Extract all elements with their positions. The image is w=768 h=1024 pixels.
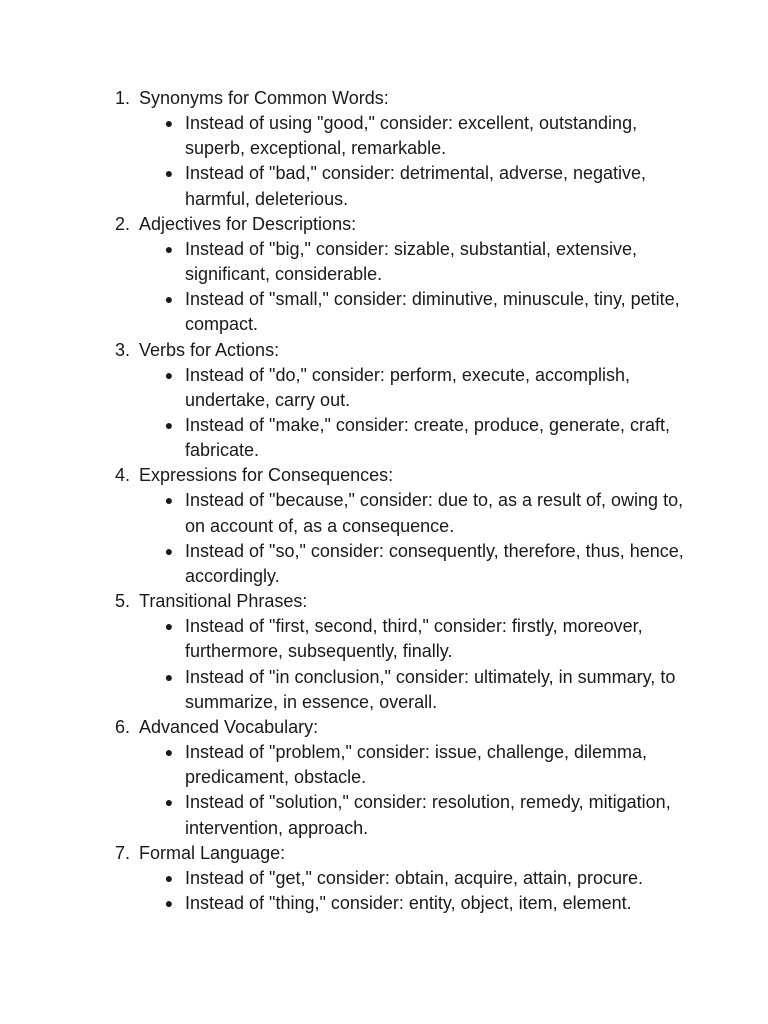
section-number: 4. [115,465,131,486]
list-item [0,790,768,840]
bullet-icon: ● [164,618,174,635]
list-item [0,488,768,538]
section-number: 1. [115,88,131,108]
section-number: 7. [115,842,131,863]
list-item [0,539,768,589]
section-title: Expressions for Consequences: [139,465,394,486]
section-number: 3. [115,339,131,360]
section-title: Adjectives for Descriptions: [139,213,357,234]
bullet-icon: ● [164,366,174,383]
bullet-text: Instead of "big," consider: sizable, substantial, extensive, significant, considerable. [185,238,638,285]
bullet-text: Instead of "because," consider: due to, as a result of, owing to, on account of, as a consequence. [185,490,684,536]
bullet-list [0,488,768,589]
list-item [0,665,768,715]
bullet-list [0,866,768,916]
list-item [0,413,768,463]
section-5 [0,589,768,715]
list-item [0,891,768,916]
bullet-icon: ● [164,240,174,257]
list-item [0,161,768,211]
list-item [0,237,768,287]
list-item [0,287,768,337]
list-item [0,111,768,161]
bullet-icon: ● [164,895,174,912]
bullet-text: Instead of "small," consider: diminutive, minuscule, tiny, petite, compact. [185,289,680,335]
bullet-icon: ● [164,115,174,131]
bullet-icon: ● [164,668,174,685]
list-item [0,363,768,413]
bullet-text: Instead of "in conclusion," consider: ultimately, in summary, to summarize, in essence, overall. [185,666,676,712]
bullet-text: Instead of "make," consider: create, produce, generate, craft, fabricate. [185,415,671,461]
section-heading [0,212,768,237]
bullet-text: Instead of "bad," consider: detrimental, adverse, negative, harmful, deleterious. [185,163,647,209]
bullet-icon: ● [164,869,174,886]
section-number: 6. [115,717,131,738]
section-3 [0,338,768,464]
bullet-text: Instead of "so," consider: consequently, therefore, thus, hence, accordingly. [185,540,684,587]
bullet-list [0,237,768,338]
bullet-icon: ● [164,417,174,434]
list-item [0,740,768,790]
section-heading [0,589,768,614]
section-title: Verbs for Actions: [139,339,280,360]
list-item [0,866,768,891]
bullet-text: Instead of using "good," consider: excellent, outstanding, superb, exceptional, remarkable. [185,113,638,159]
section-7 [0,841,768,916]
bullet-icon: ● [164,744,174,761]
bullet-list [0,363,768,464]
section-4 [0,463,768,589]
section-6 [0,715,768,841]
section-number: 2. [115,213,131,234]
bullet-icon: ● [164,794,174,811]
section-title: Advanced Vocabulary: [139,717,319,738]
section-title: Formal Language: [139,842,286,863]
bullet-text: Instead of "first, second, third," consider: firstly, moreover, furthermore, subsequently, finally. [185,616,643,662]
section-heading [0,463,768,488]
bullet-icon: ● [164,291,174,308]
bullet-icon: ● [164,165,174,182]
bullet-text: Instead of "problem," consider: issue, challenge, dilemma, predicament, obstacle. [185,742,648,788]
bullet-list [0,740,768,841]
bullet-text: Instead of "get," consider: obtain, acquire, attain, procure. [185,867,644,888]
section-number: 5. [115,591,131,612]
section-2 [0,212,768,338]
section-title: Transitional Phrases: [139,591,308,612]
bullet-icon: ● [164,542,174,559]
section-1 [0,86,768,212]
section-heading [0,841,768,866]
section-heading [0,715,768,740]
bullet-list [0,111,768,212]
document-page [0,86,768,916]
section-heading [0,338,768,363]
section-heading [0,86,768,111]
bullet-text: Instead of "thing," consider: entity, object, item, element. [185,893,632,914]
section-title: Synonyms for Common Words: [139,88,389,108]
bullet-text: Instead of "solution," consider: resolution, remedy, mitigation, intervention, approach. [185,792,671,838]
bullet-icon: ● [164,492,174,509]
bullet-text: Instead of "do," consider: perform, execute, accomplish, undertake, carry out. [185,364,630,410]
list-item [0,614,768,664]
bullet-list [0,614,768,715]
